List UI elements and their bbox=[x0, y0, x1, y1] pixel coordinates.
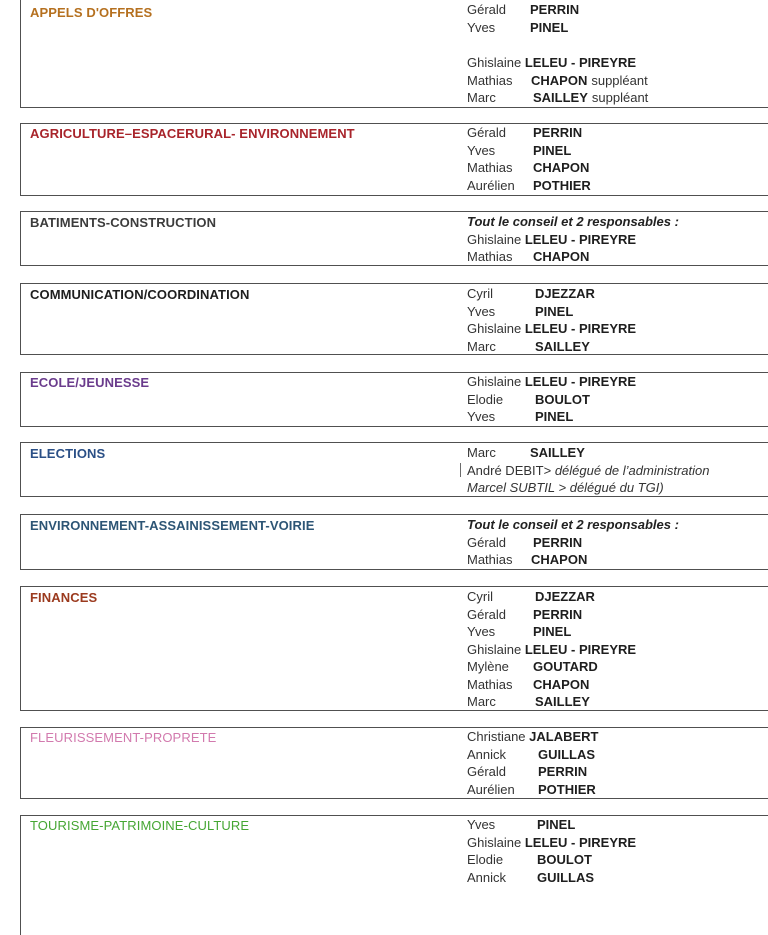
committee-note: Tout le conseil et 2 responsables : bbox=[467, 517, 679, 532]
member-first-name: Ghislaine bbox=[467, 641, 522, 657]
member-last-name: GUILLAS bbox=[538, 746, 596, 762]
member-first-name: Ghislaine bbox=[467, 321, 522, 336]
member-last-name: PINEL bbox=[537, 817, 576, 832]
member-first-name: Gérald bbox=[467, 2, 507, 17]
commission-title: ELECTIONS bbox=[30, 446, 106, 461]
commission-title: BATIMENTS-CONSTRUCTION bbox=[30, 215, 217, 230]
member-first-name: Annick bbox=[467, 869, 507, 885]
commission-title: APPELS D'OFFRES bbox=[30, 5, 153, 20]
member bbox=[467, 285, 767, 303]
commission-title: ENVIRONNEMENT-ASSAINISSEMENT-VOIRIE bbox=[30, 518, 315, 533]
member-first-name: Mathias bbox=[467, 552, 513, 567]
commission-title: AGRICULTURE–ESPACERURAL- ENVIRONNEMENT bbox=[30, 126, 355, 141]
commission-title: FLEURISSEMENT-PROPRETE bbox=[30, 730, 217, 745]
member-first-name: Cyril bbox=[467, 286, 493, 301]
member bbox=[467, 588, 767, 606]
member-list bbox=[467, 588, 767, 711]
member-first-name: Elodie bbox=[467, 391, 504, 407]
member-first-name: Mylène bbox=[467, 659, 509, 674]
member bbox=[467, 72, 767, 90]
member-last-name: PINEL bbox=[533, 142, 572, 158]
member-list bbox=[467, 285, 767, 355]
member bbox=[467, 693, 767, 711]
member bbox=[467, 746, 767, 764]
member bbox=[467, 816, 767, 834]
member bbox=[467, 534, 767, 552]
commission-title: TOURISME-PATRIMOINE-CULTURE bbox=[30, 818, 250, 833]
commission-elections bbox=[20, 442, 768, 497]
member-first-name: Aurélien bbox=[467, 177, 515, 193]
member bbox=[467, 248, 767, 266]
committee-note: Tout le conseil et 2 responsables : bbox=[467, 214, 679, 229]
member-list bbox=[467, 373, 767, 426]
member bbox=[467, 408, 767, 426]
commission-title: COMMUNICATION/COORDINATION bbox=[30, 287, 250, 302]
member-last-name: POTHIER bbox=[533, 177, 591, 193]
member-last-name: LELEU - PIREYRE bbox=[524, 321, 637, 336]
member bbox=[467, 834, 767, 852]
member-role: suppléant bbox=[591, 90, 649, 105]
commission-title: ECOLE/JEUNESSE bbox=[30, 375, 150, 390]
member-first-name: Gérald bbox=[467, 125, 507, 140]
member-last-name: PINEL bbox=[533, 624, 572, 639]
member bbox=[467, 177, 767, 195]
member bbox=[467, 338, 767, 356]
member-first-name: Ghislaine bbox=[467, 834, 522, 850]
member-first-name: Mathias bbox=[467, 249, 513, 264]
member-last-name: SAILLEY bbox=[535, 338, 590, 354]
commission-environnement bbox=[20, 514, 768, 570]
member bbox=[467, 320, 767, 338]
member-first-name: Gérald bbox=[467, 606, 507, 622]
member-first-name: Annick bbox=[467, 746, 507, 762]
member-list bbox=[467, 213, 767, 266]
member bbox=[467, 19, 767, 37]
member bbox=[467, 54, 767, 72]
member-list bbox=[467, 124, 767, 194]
member-list bbox=[467, 816, 767, 886]
commission-appels-d-offres bbox=[20, 0, 768, 108]
member bbox=[467, 781, 767, 799]
delegate-tgi: Marcel SUBTIL > délégué du TGI) bbox=[467, 480, 664, 495]
member bbox=[467, 851, 767, 869]
member-last-name: BOULOT bbox=[535, 391, 590, 407]
member bbox=[467, 623, 767, 641]
member-last-name: PERRIN bbox=[533, 606, 583, 622]
member-role: suppléant bbox=[591, 72, 648, 88]
member bbox=[467, 231, 767, 249]
member-first-name: Gérald bbox=[467, 764, 507, 779]
member bbox=[467, 159, 767, 177]
member-first-name: Marc bbox=[467, 445, 496, 460]
member-first-name: Yves bbox=[467, 19, 496, 35]
member bbox=[467, 124, 767, 142]
commission-title: FINANCES bbox=[30, 590, 98, 605]
member bbox=[467, 373, 767, 391]
commission-batiments bbox=[20, 211, 768, 266]
member-first-name: Mathias bbox=[467, 72, 513, 88]
member bbox=[467, 551, 767, 569]
member bbox=[467, 728, 767, 746]
member-last-name: SAILLEY bbox=[530, 445, 585, 460]
member-last-name: POTHIER bbox=[538, 781, 596, 797]
member-first-name: Mathias bbox=[467, 676, 513, 692]
member-last-name: CHAPON bbox=[533, 249, 590, 264]
member-first-name: Marc bbox=[467, 90, 496, 105]
member bbox=[467, 869, 767, 887]
member-last-name: DJEZZAR bbox=[535, 286, 595, 301]
member-list bbox=[467, 444, 767, 497]
member-last-name: CHAPON bbox=[531, 552, 588, 567]
member-first-name: Elodie bbox=[467, 852, 504, 867]
delegate-administration bbox=[467, 462, 767, 480]
member bbox=[467, 1, 767, 19]
member-list bbox=[467, 728, 767, 798]
member-first-name: Ghislaine bbox=[467, 231, 522, 247]
member-last-name: SAILLEY bbox=[535, 694, 590, 709]
member bbox=[467, 676, 767, 694]
member-first-name: Yves bbox=[467, 303, 496, 319]
member-first-name: Christiane bbox=[467, 729, 526, 744]
member-last-name: SAILLEY bbox=[533, 90, 588, 105]
member bbox=[467, 142, 767, 160]
commission-ecole-jeunesse bbox=[20, 372, 768, 427]
member bbox=[467, 89, 767, 107]
member-last-name: PINEL bbox=[535, 409, 574, 424]
member-first-name: Marc bbox=[467, 694, 496, 709]
member bbox=[467, 658, 767, 676]
commission-agriculture bbox=[20, 123, 768, 196]
member-last-name: GUILLAS bbox=[537, 869, 595, 885]
member-last-name: LELEU - PIREYRE bbox=[524, 55, 637, 70]
member bbox=[467, 606, 767, 624]
member-first-name: Marc bbox=[467, 338, 496, 354]
member-last-name: PERRIN bbox=[538, 764, 588, 779]
member-list bbox=[467, 516, 767, 569]
member-list bbox=[467, 1, 767, 107]
member-first-name: Yves bbox=[467, 142, 496, 158]
member-first-name: Gérald bbox=[467, 534, 507, 550]
delegate-name: André DEBIT> bbox=[467, 462, 552, 478]
member-first-name: Yves bbox=[467, 624, 496, 639]
member-last-name: PINEL bbox=[535, 303, 574, 319]
member-last-name: LELEU - PIREYRE bbox=[524, 374, 637, 389]
member-last-name: LELEU - PIREYRE bbox=[524, 641, 637, 657]
member-first-name: Ghislaine bbox=[467, 374, 522, 389]
member-last-name: BOULOT bbox=[537, 852, 592, 867]
commission-fleurissement bbox=[20, 727, 768, 799]
member-last-name: GOUTARD bbox=[533, 659, 598, 674]
member-last-name: CHAPON bbox=[533, 676, 590, 692]
member-first-name: Cyril bbox=[467, 589, 493, 604]
member bbox=[467, 391, 767, 409]
member-first-name: Mathias bbox=[467, 160, 513, 175]
member-last-name: LELEU - PIREYRE bbox=[524, 231, 637, 247]
delegate-role: délégué de l’administration bbox=[554, 462, 710, 478]
commission-tourisme bbox=[20, 815, 768, 935]
member-last-name: JALABERT bbox=[529, 729, 599, 744]
member-last-name: PINEL bbox=[530, 19, 569, 35]
member bbox=[467, 763, 767, 781]
member-last-name: CHAPON bbox=[533, 160, 590, 175]
member bbox=[467, 303, 767, 321]
member-last-name: PERRIN bbox=[533, 534, 583, 550]
member-last-name: CHAPON bbox=[531, 72, 588, 88]
member-first-name: Ghislaine bbox=[467, 55, 522, 70]
commission-finances bbox=[20, 586, 768, 711]
member-last-name: LELEU - PIREYRE bbox=[524, 834, 637, 850]
member-last-name: PERRIN bbox=[530, 2, 580, 17]
member-last-name: PERRIN bbox=[533, 125, 583, 140]
member bbox=[467, 641, 767, 659]
member-first-name: Yves bbox=[467, 817, 496, 832]
member-first-name: Yves bbox=[467, 409, 496, 424]
commission-communication bbox=[20, 283, 768, 355]
member-first-name: Aurélien bbox=[467, 781, 515, 797]
member bbox=[467, 444, 767, 462]
member-last-name: DJEZZAR bbox=[535, 589, 595, 604]
